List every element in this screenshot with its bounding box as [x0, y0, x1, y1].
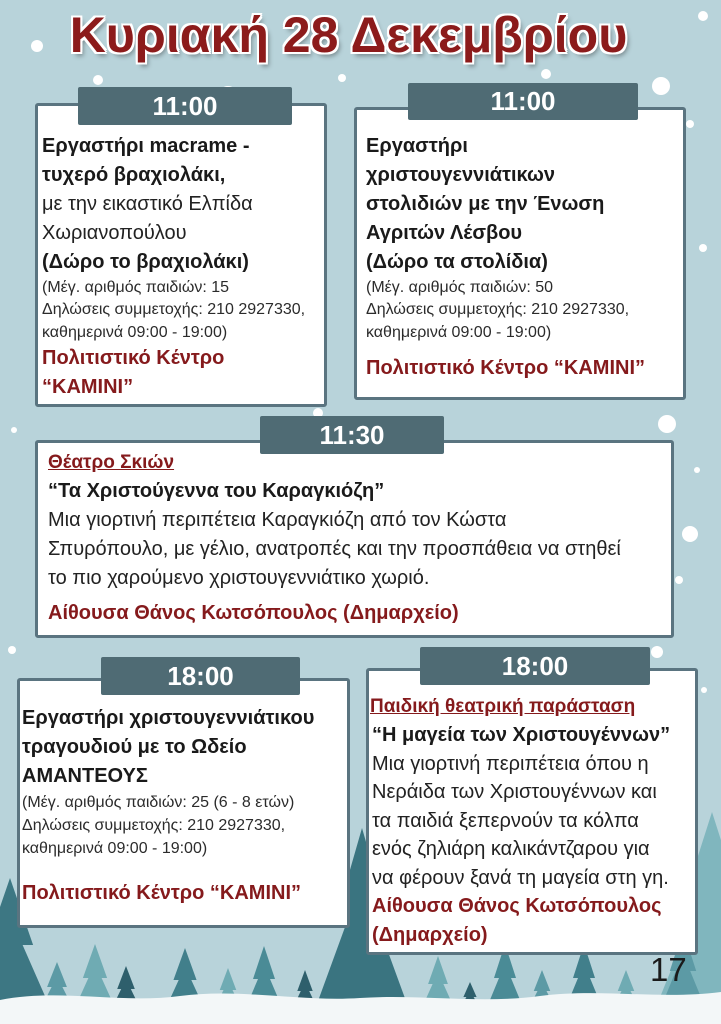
- snow-dot: [541, 69, 551, 79]
- snow-dot: [694, 467, 700, 473]
- event-title-line: τραγουδιού με το Ωδείο: [22, 735, 247, 758]
- snow-dot: [675, 576, 683, 584]
- event-description-line: Σπυρόπουλο, με γέλιο, ανατροπές και την προσπάθεια να στηθεί: [48, 537, 621, 560]
- event-venue-line: Πολιτιστικό Κέντρο “ΚΑΜΙΝΙ”: [366, 357, 646, 379]
- event-card: [35, 103, 327, 407]
- event-title-line: Εργαστήρι: [366, 134, 468, 157]
- event-description-line: Χωριανοπούλου: [42, 221, 187, 244]
- event-description-line: να φέρουν ξανά τη μαγεία στη γη.: [372, 866, 669, 889]
- snow-dot: [652, 77, 670, 95]
- event-time-tab: 18:00: [101, 657, 300, 695]
- event-details-line: (Μέγ. αριθμός παιδιών: 50: [366, 278, 554, 296]
- snow-dot: [11, 427, 17, 433]
- event-description-line: το πιο χαρούμενο χριστουγεννιάτικο χωριό.: [48, 566, 430, 589]
- event-time-tab: 11:00: [78, 87, 292, 125]
- event-details-line: καθημερινά 09:00 - 19:00): [22, 839, 208, 857]
- snow-dot: [699, 244, 707, 252]
- event-category: Θέατρο Σκιών: [48, 451, 175, 473]
- snow-dot: [698, 11, 708, 21]
- event-venue-line: (Δημαρχείο): [372, 923, 488, 946]
- event-title-line: τυχερό βραχιολάκι,: [42, 163, 226, 186]
- event-card: [35, 440, 674, 638]
- event-card: [17, 678, 350, 928]
- event-venue-line: “ΚΑΜΙΝΙ”: [42, 376, 134, 398]
- snow-dot: [701, 687, 707, 693]
- snow-dot: [682, 526, 698, 542]
- event-description-line: τα παιδιά ξεπερνούν τα κόλπα: [372, 809, 639, 832]
- event-title-line: ΑΜΑΝΤΕΟΥΣ: [22, 764, 148, 787]
- event-description-line: με την εικαστικό Ελπίδα: [42, 192, 253, 215]
- page-title: Κυριακή 28 Δεκεμβρίου: [69, 7, 628, 63]
- event-title-line: “Τα Χριστούγεννα του Καραγκιόζη”: [48, 479, 385, 502]
- event-title-line: Εργαστήρι macrame -: [42, 134, 250, 157]
- snow-dot: [8, 646, 16, 654]
- event-time-tab: 11:00: [408, 83, 638, 120]
- page-number: 17: [650, 951, 687, 988]
- event-title-line: χριστουγεννιάτικων: [366, 163, 556, 186]
- event-details-line: Δηλώσεις συμμετοχής: 210 2927330,: [22, 816, 286, 834]
- snow-dot: [338, 74, 346, 82]
- event-title-line: Εργαστήρι χριστουγεννιάτικου: [22, 706, 315, 729]
- event-title-line: “Η μαγεία των Χριστουγέννων”: [372, 724, 671, 747]
- event-title-line: στολιδιών με την Ένωση: [366, 192, 605, 215]
- event-time-tab: 18:00: [420, 647, 650, 685]
- event-card: [354, 107, 686, 400]
- event-details-line: Δηλώσεις συμμετοχής: 210 2927330,: [366, 301, 630, 318]
- event-details-line: καθημερινά 09:00 - 19:00): [42, 323, 228, 341]
- event-description-line: ενός ζηλιάρη καλικάντζαρου για: [372, 838, 650, 861]
- snow-dot: [686, 120, 694, 128]
- event-details-line: (Μέγ. αριθμός παιδιών: 25 (6 - 8 ετών): [22, 793, 295, 811]
- event-card: [366, 668, 698, 955]
- event-venue-line: Πολιτιστικό Κέντρο: [42, 347, 225, 369]
- event-description-line: Μια γιορτινή περιπέτεια Καραγκιόζη από τον Κώστα: [48, 508, 507, 531]
- event-details-line: (Μέγ. αριθμός παιδιών: 15: [42, 278, 230, 296]
- event-venue-line: Αίθουσα Θάνος Κωτσόπουλος: [372, 895, 662, 918]
- event-venue-line: Πολιτιστικό Κέντρο “ΚΑΜΙΝΙ”: [22, 881, 302, 904]
- snow-dot: [658, 415, 676, 433]
- event-venue-line: Αίθουσα Θάνος Κωτσόπουλος (Δημαρχείο): [48, 601, 459, 624]
- event-gift: (Δώρο το βραχιολάκι): [42, 250, 249, 273]
- event-description-line: Μια γιορτινή περιπέτεια όπου η: [372, 752, 649, 775]
- event-title-line: Αγριτών Λέσβου: [366, 221, 523, 244]
- event-gift: (Δώρο τα στολίδια): [366, 250, 548, 273]
- event-description-line: Νεράιδα των Χριστουγέννων και: [372, 781, 657, 804]
- snow-dot: [93, 75, 103, 85]
- event-details-line: καθημερινά 09:00 - 19:00): [366, 323, 552, 341]
- event-category: Παιδική θεατρική παράσταση: [370, 695, 636, 717]
- event-details-line: Δηλώσεις συμμετοχής: 210 2927330,: [42, 301, 306, 318]
- event-time-tab: 11:30: [260, 416, 444, 454]
- snow-dot: [651, 646, 663, 658]
